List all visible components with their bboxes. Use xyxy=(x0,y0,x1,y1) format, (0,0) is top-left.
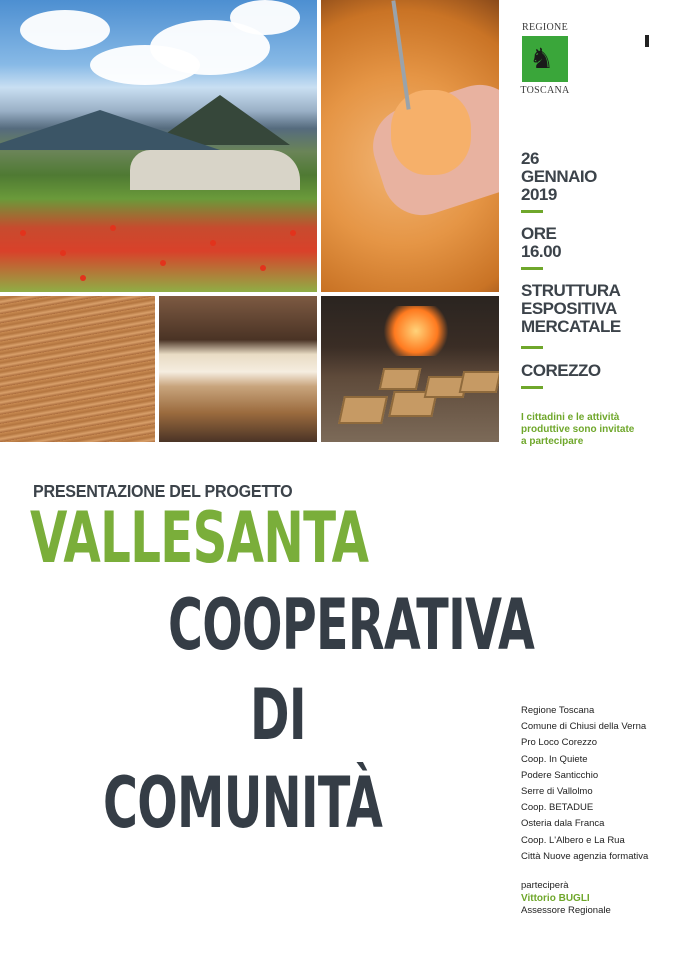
partner-item: Coop. L'Albero e La Rua xyxy=(521,834,625,846)
logo-bottom-text: TOSCANA xyxy=(520,85,570,96)
invitation-text xyxy=(521,412,671,448)
pegasus-icon: ♞ xyxy=(522,36,568,82)
partner-item: Comune di Chiusi della Verna xyxy=(521,721,647,733)
wood-oven-photo xyxy=(321,296,499,442)
title-di: DI xyxy=(250,674,306,756)
participation-block xyxy=(521,880,611,918)
logo-top-text: REGIONE xyxy=(522,22,568,33)
time-label: ORE xyxy=(521,224,557,243)
crumbs-photo xyxy=(0,296,155,442)
date-month: GENNAIO xyxy=(521,167,597,186)
invite-line: a partecipare xyxy=(521,436,584,447)
invite-line: I cittadini e le attività xyxy=(521,412,620,423)
side-mark xyxy=(645,35,649,47)
event-place xyxy=(521,362,601,380)
subtitle: PRESENTAZIONE DEL PROGETTO xyxy=(33,481,293,501)
partner-item: Regione Toscana xyxy=(521,705,595,716)
event-time xyxy=(521,225,561,261)
divider xyxy=(521,267,543,270)
partner-item: Osteria dala Franca xyxy=(521,818,605,830)
title-vallesanta: VALLESANTA xyxy=(30,497,369,579)
landscape-photo xyxy=(0,0,317,292)
partner-item: Coop. In Quiete xyxy=(521,753,588,765)
event-venue xyxy=(521,282,621,336)
date-year: 2019 xyxy=(521,185,557,204)
partner-item: Serre di Vallolmo xyxy=(521,786,593,798)
partner-item: Città Nuove agenzia formativa xyxy=(521,850,649,862)
invite-line: produttive sono invitate xyxy=(521,424,635,435)
partners-list xyxy=(521,703,648,865)
title-comunita: COMUNITÀ xyxy=(103,762,383,844)
venue-line: MERCATALE xyxy=(521,317,621,336)
venue-line: ESPOSITIVA xyxy=(521,299,617,318)
title-cooperativa: COOPERATIVA xyxy=(168,584,535,666)
speaker-name: Vittorio BUGLI xyxy=(521,892,590,904)
partner-item: Pro Loco Corezzo xyxy=(521,737,598,749)
time-value: 16.00 xyxy=(521,242,562,261)
rolled-dough-photo xyxy=(159,296,317,442)
event-date xyxy=(521,150,597,204)
partner-item: Podere Santicchio xyxy=(521,769,599,781)
divider xyxy=(521,386,543,389)
dough-fork-photo xyxy=(321,0,499,292)
speaker-role: Assessore Regionale xyxy=(521,905,611,916)
divider xyxy=(521,210,543,213)
partner-item: Coop. BETADUE xyxy=(521,802,594,814)
divider xyxy=(521,346,543,349)
regione-toscana-logo xyxy=(519,22,571,96)
venue-line: STRUTTURA xyxy=(521,281,621,300)
date-day: 26 xyxy=(521,149,539,168)
participation-intro: parteciperà xyxy=(521,880,569,891)
place-name: COREZZO xyxy=(521,361,601,380)
